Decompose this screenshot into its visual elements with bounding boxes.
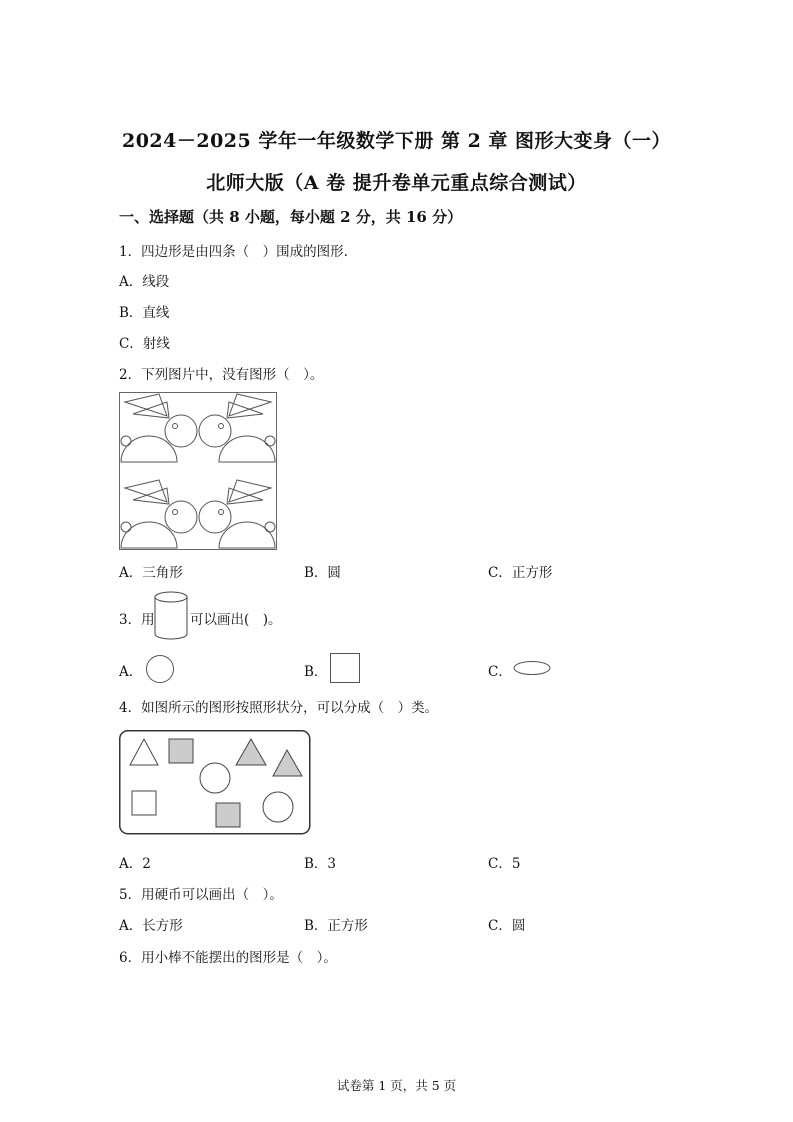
question-3-option-a[interactable]: A． [119, 664, 143, 680]
circle-shape-icon [145, 654, 175, 684]
title-line-1: 2024－2025 学年一年级数学下册 第 2 章 图形大变身（一） [121, 130, 672, 152]
gray-triangle-shape [273, 750, 302, 776]
question-6-stem: 6．用小棒不能摆出的图形是（ ）。 [119, 950, 337, 966]
question-1-option-a[interactable]: A．线段 [119, 274, 170, 290]
white-circle-shape [200, 763, 230, 793]
cylinder-icon [153, 591, 189, 641]
question-5-option-b[interactable]: B．正方形 [304, 918, 368, 934]
page-footer: 试卷第 1 页，共 5 页 [336, 1078, 457, 1093]
question-5-stem: 5．用硬币可以画出（ ）。 [119, 887, 283, 903]
question-2-option-a[interactable]: A．三角形 [119, 565, 183, 581]
square-shape-icon [330, 653, 361, 684]
question-4-option-b[interactable]: B．3 [304, 856, 337, 872]
question-5-option-c[interactable]: C．圆 [488, 918, 526, 934]
question-2-option-c[interactable]: C．正方形 [488, 565, 553, 581]
white-triangle-shape [130, 739, 158, 765]
section-heading: 一、选择题（共 8 小题，每小题 2 分，共 16 分） [119, 208, 463, 226]
gray-triangle-shape [236, 739, 266, 765]
shapes-classification-figure [119, 730, 311, 835]
ellipse-shape-icon [513, 660, 551, 676]
white-circle-shape [263, 792, 293, 822]
question-1-option-b[interactable]: B．直线 [119, 305, 170, 321]
gray-square-shape [216, 803, 240, 827]
question-4-stem: 4．如图所示的图形按照形状分，可以分成（ ）类。 [119, 700, 439, 716]
question-4-option-c[interactable]: C．5 [488, 856, 521, 872]
rabbit-shapes-figure [119, 392, 277, 550]
question-3-suffix: 可以画出( )。 [190, 612, 282, 628]
question-2-option-b[interactable]: B．圆 [304, 565, 341, 581]
white-square-shape [132, 791, 156, 815]
question-5-option-a[interactable]: A．长方形 [119, 918, 183, 934]
question-3-prefix: 3．用 [119, 612, 155, 628]
question-4-option-a[interactable]: A．2 [119, 856, 151, 872]
question-1-stem: 1．四边形是由四条（ ）围成的图形. [119, 244, 348, 260]
gray-square-shape [169, 739, 193, 763]
question-3-option-b[interactable]: B． [304, 664, 328, 680]
question-3-option-c[interactable]: C． [488, 664, 512, 680]
question-1-option-c[interactable]: C．射线 [119, 336, 170, 352]
question-2-stem: 2．下列图片中，没有图形（ ）。 [119, 367, 324, 383]
title-line-2: 北师大版（A 卷 提升卷单元重点综合测试） [206, 172, 587, 194]
